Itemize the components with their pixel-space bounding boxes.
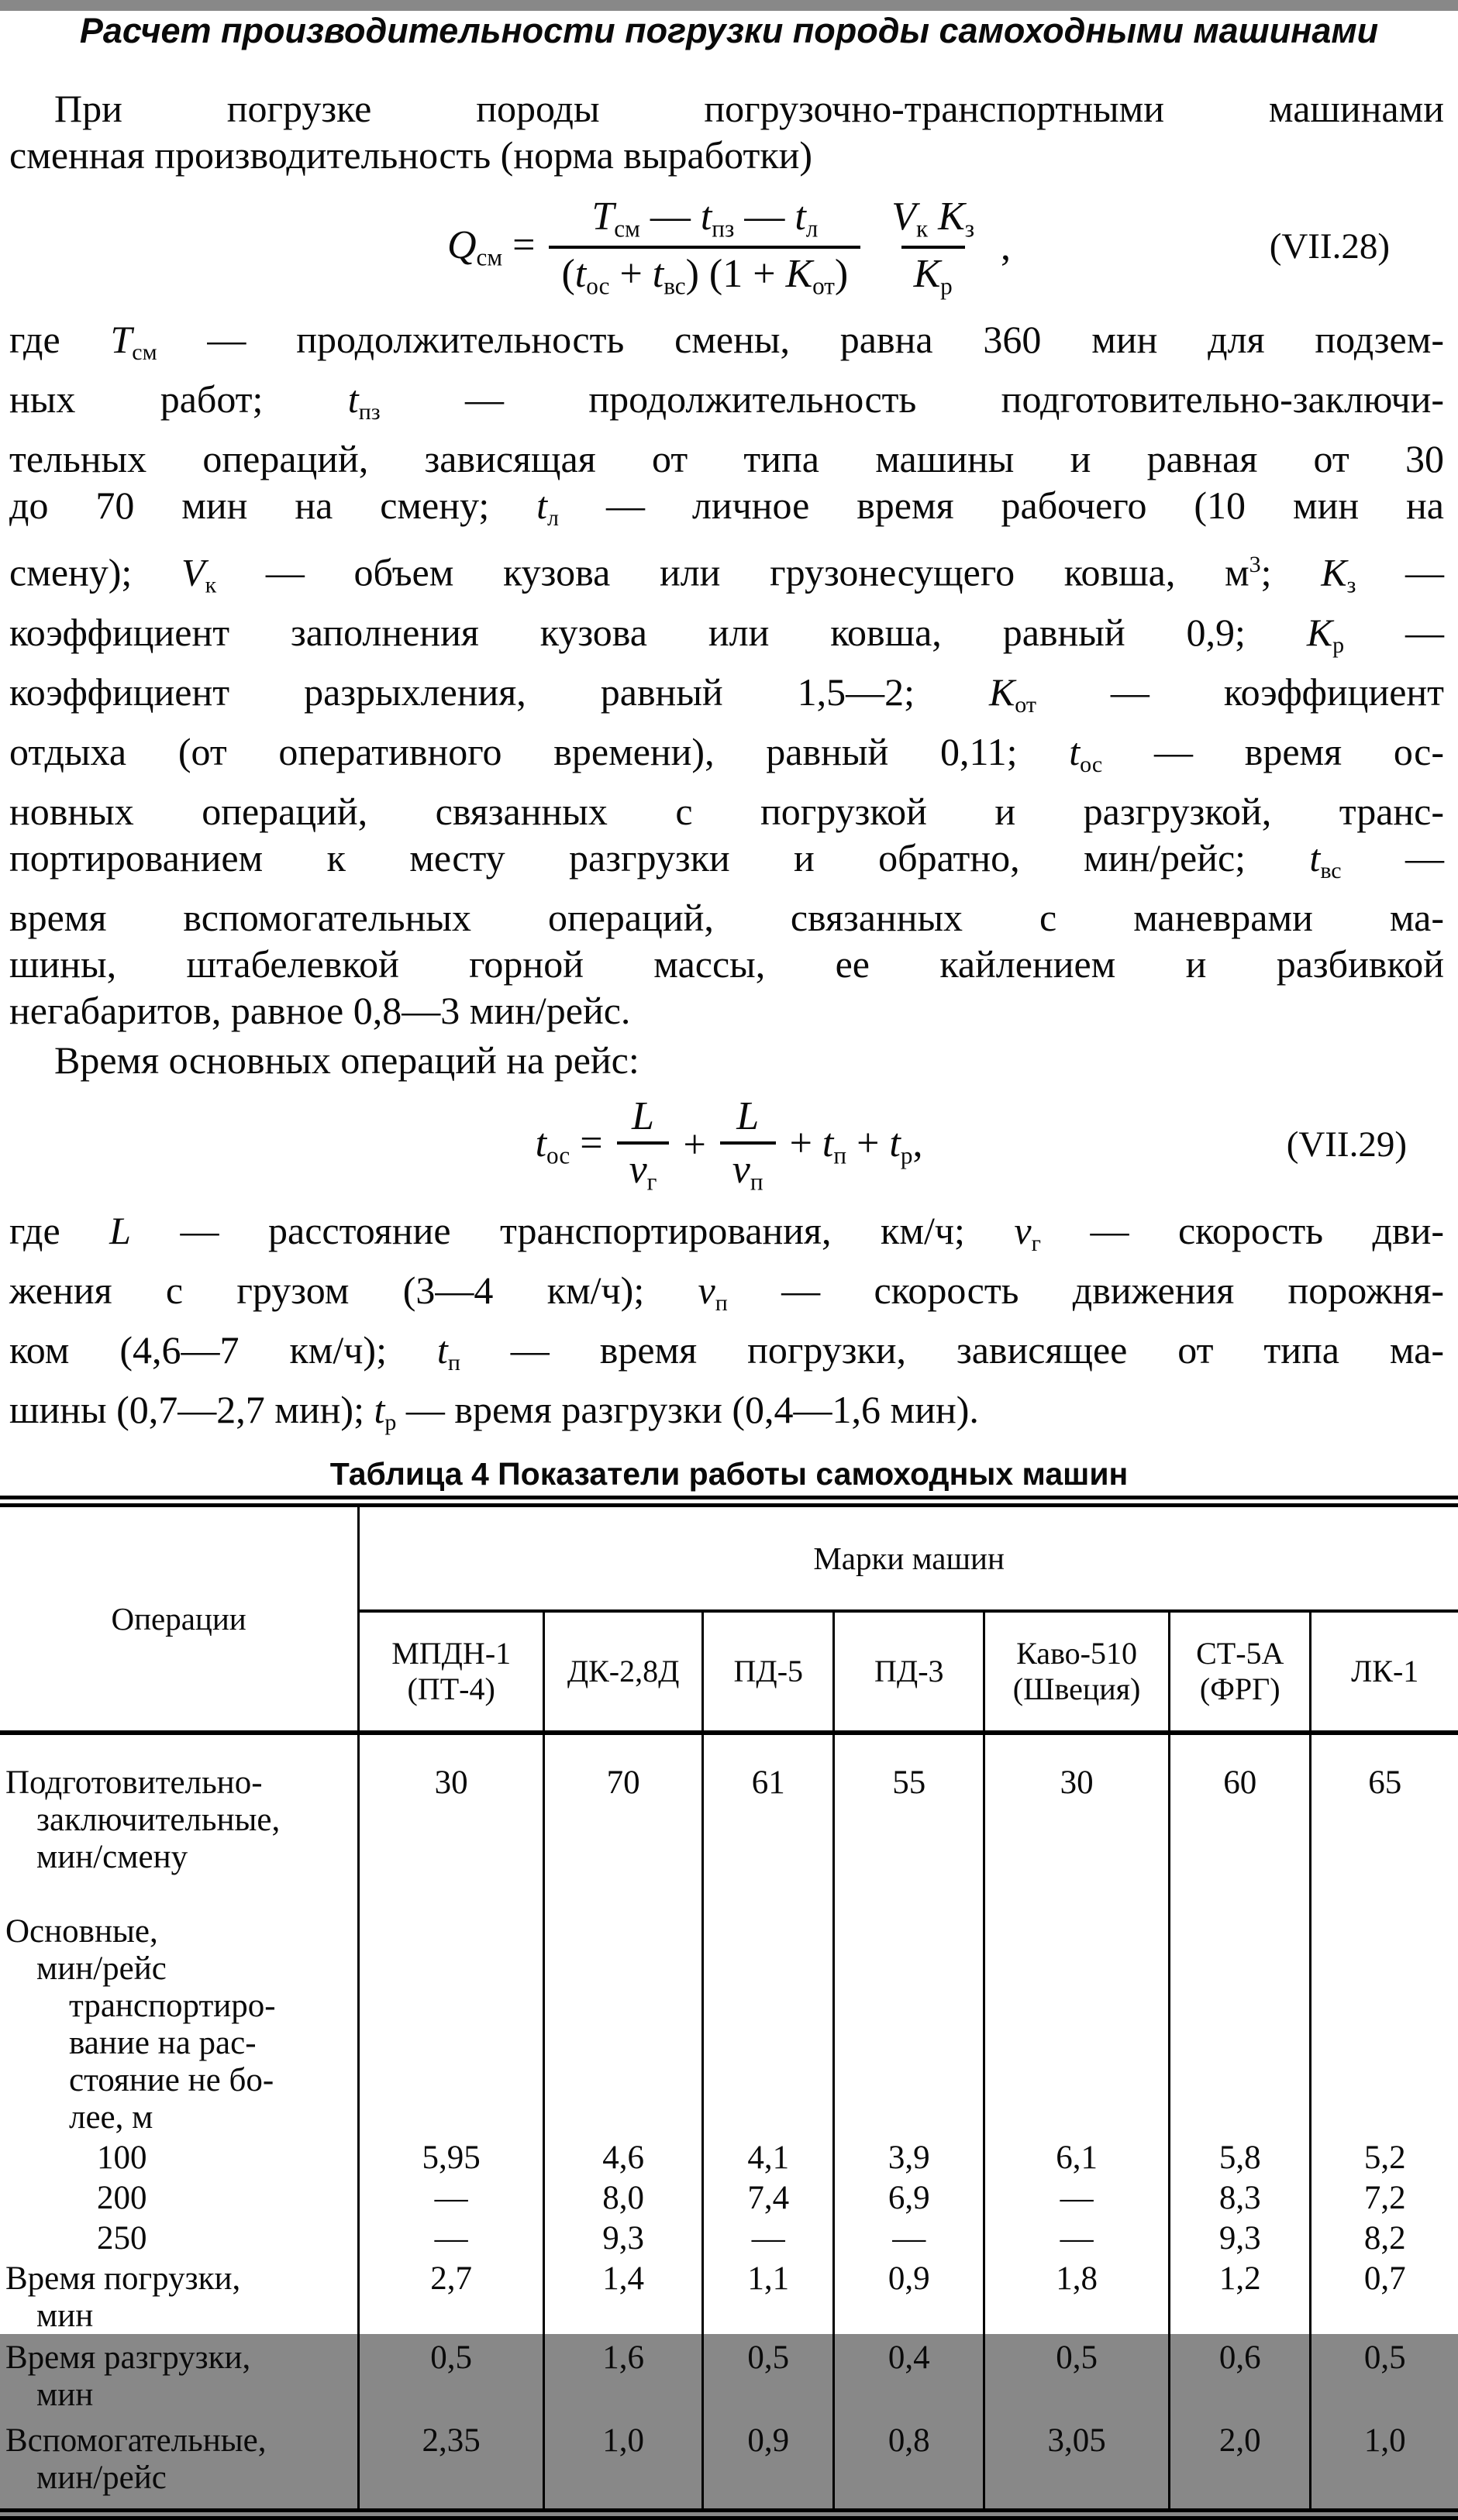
text-line: новных операций, связанных с погрузкой и разгрузкой, транс- bbox=[9, 789, 1444, 833]
value-cell: 55 bbox=[834, 1733, 984, 1912]
table-row bbox=[0, 2260, 1458, 2339]
page-title: Расчет производительности погрузки породы самоходными машинами bbox=[79, 11, 1379, 50]
value-cell: — bbox=[359, 2179, 544, 2219]
value-cell: 4,1 bbox=[703, 2139, 834, 2179]
table-caption: Таблица 4 Показатели работы самоходных машин bbox=[329, 1455, 1129, 1492]
value-cell: 0,9 bbox=[703, 2422, 834, 2515]
row-label bbox=[0, 1912, 359, 2139]
table-row bbox=[0, 2219, 1458, 2260]
value-cell: 6,9 bbox=[834, 2179, 984, 2219]
row-label-line: мин/рейс bbox=[36, 1950, 167, 1987]
row-label-line: Подготовительно- bbox=[5, 1764, 263, 1801]
formula-lhs: $t_{ос}$ = bbox=[535, 1121, 603, 1169]
machine-column-header: ПД-3 bbox=[834, 1611, 984, 1733]
text-line: до 70 мин на смену; $t_л$ — личное время рабочего (10 мин на bbox=[9, 484, 1444, 531]
machine-column-header: Каво-510 (Швеция) bbox=[984, 1611, 1170, 1733]
value-cell: 8,3 bbox=[1170, 2179, 1311, 2219]
table-row bbox=[0, 2339, 1458, 2422]
value-cell: 5,8 bbox=[1170, 2139, 1311, 2179]
machines-indicators-table bbox=[0, 1496, 1458, 2520]
machine-column-header: СТ-5А (ФРГ) bbox=[1170, 1611, 1311, 1733]
row-label-line: лее, м bbox=[69, 2098, 153, 2136]
row-label bbox=[0, 2422, 359, 2515]
value-cell: 2,0 bbox=[1170, 2422, 1311, 2515]
value-cell bbox=[984, 1912, 1170, 2139]
value-cell: 60 bbox=[1170, 1733, 1311, 1912]
row-label-line: мин/смену bbox=[36, 1838, 188, 1875]
value-cell: 9,3 bbox=[1170, 2219, 1311, 2260]
text-line: При погрузке породы погрузочно-транспортными машинами bbox=[54, 87, 1444, 130]
row-label-line: 100 bbox=[97, 2139, 147, 2176]
equation-number: (VII.29) bbox=[1286, 1124, 1407, 1165]
value-cell: 9,3 bbox=[544, 2219, 703, 2260]
fraction-denominator: $v_п$ bbox=[720, 1141, 776, 1199]
value-cell: 1,0 bbox=[1363, 2422, 1406, 2459]
fraction-numerator: L bbox=[632, 1094, 654, 1139]
paragraph-definitions-1 bbox=[0, 316, 1458, 1034]
machine-column-header: МПДН-1 (ПТ-4) bbox=[359, 1611, 544, 1733]
value-cell: 0,5 bbox=[1363, 2339, 1406, 2376]
text-line: шины (0,7—2,7 мин); $t_р$ — время разгрузки (0,4—1,6 мин). bbox=[9, 1387, 979, 1435]
row-label-line: 250 bbox=[97, 2219, 147, 2257]
value-cell bbox=[703, 1912, 834, 2139]
value-cell: 1,6 bbox=[544, 2339, 703, 2422]
text-line: где L — расстояние транспортирования, км/ч; $v_г$ — скорость дви- bbox=[9, 1208, 1444, 1256]
value-cell: 3,05 bbox=[984, 2422, 1170, 2515]
text-line: время вспомогательных операций, связанных с маневрами ма- bbox=[9, 895, 1444, 939]
column-group-header-machine-brands: Марки машин bbox=[359, 1501, 1458, 1611]
row-label bbox=[0, 2260, 359, 2339]
formula-trailing-comma: , bbox=[1001, 225, 1012, 270]
value-cell: 30 bbox=[984, 1733, 1170, 1912]
text-line: шины, штабелевкой горной массы, ее кайлением и разбивкой bbox=[9, 942, 1444, 986]
formula-vii-28 bbox=[0, 189, 1458, 305]
fraction-main bbox=[549, 191, 860, 302]
row-label-line: Вспомогательные, bbox=[5, 2422, 267, 2459]
text-line: коэффициент разрыхления, равный 1,5—2; $К_{от}$ — коэффициент bbox=[9, 670, 1444, 718]
value-cell: 65 bbox=[1368, 1764, 1402, 1801]
value-cell bbox=[544, 1912, 703, 2139]
text-line: где $Т_{см}$ — продолжительность смены, равна 360 мин для подзем- bbox=[9, 318, 1444, 365]
fraction-numerator: L bbox=[736, 1094, 760, 1139]
value-cell: 1,0 bbox=[544, 2422, 703, 2515]
row-label bbox=[0, 2179, 359, 2219]
row-label bbox=[0, 1733, 359, 1912]
value-cell: 2,7 bbox=[359, 2260, 544, 2339]
machine-column-header: ДК-2,8Д bbox=[544, 1611, 703, 1733]
value-cell: 0,7 bbox=[1363, 2260, 1406, 2297]
fraction-numerator: $V_к$ $К_з$ bbox=[891, 195, 975, 243]
value-cell bbox=[359, 1912, 544, 2139]
fraction-numerator: $Т_{см}$ — $t_{пз}$ — $t_л$ bbox=[591, 195, 819, 243]
row-label bbox=[0, 2339, 359, 2422]
fraction-empty-speed bbox=[720, 1091, 776, 1199]
value-cell: 4,6 bbox=[544, 2139, 703, 2179]
value-cell: 5,95 bbox=[359, 2139, 544, 2179]
table-row bbox=[0, 2422, 1458, 2515]
text-line: негабаритов, равное 0,8—3 мин/рейс. bbox=[9, 988, 631, 1032]
row-label-line: мин/рейс bbox=[36, 2459, 167, 2496]
table-header-row-group bbox=[0, 1501, 1458, 1611]
value-cell: 30 bbox=[359, 1733, 544, 1912]
row-label-line: Время разгрузки, bbox=[5, 2339, 251, 2376]
row-label-line: 200 bbox=[97, 2179, 147, 2216]
machine-column-header: ЛК-1 bbox=[1311, 1611, 1458, 1733]
fraction-loaded-speed bbox=[617, 1091, 670, 1199]
value-cell: 1,4 bbox=[544, 2260, 703, 2339]
value-cell bbox=[834, 1912, 984, 2139]
value-cell bbox=[1170, 1912, 1311, 2139]
value-cell: 0,6 bbox=[1170, 2339, 1311, 2422]
machine-column-header: ПД-5 bbox=[703, 1611, 834, 1733]
row-label bbox=[0, 2139, 359, 2179]
text-line: тельных операций, зависящая от типа машины и равная от 30 bbox=[9, 437, 1444, 480]
paragraph-intro bbox=[0, 85, 1458, 178]
table-row bbox=[0, 2179, 1458, 2219]
table-row bbox=[0, 1912, 1458, 2139]
fraction-denominator: $v_г$ bbox=[617, 1141, 670, 1199]
text-line: смену); $V_к$ — объем кузова или грузонесущего ковша, $м^3$; $К_з$ — bbox=[9, 550, 1444, 598]
value-cell: 0,5 bbox=[703, 2339, 834, 2422]
formula-lhs: $Q_{см}$ = bbox=[446, 223, 536, 271]
formula-vii-29 bbox=[0, 1091, 1458, 1200]
text-line: портированием к месту разгрузки и обратно, мин/рейс; $t_{вс}$ — bbox=[9, 835, 1444, 883]
value-cell: 0,5 bbox=[984, 2339, 1170, 2422]
value-cell: — bbox=[984, 2219, 1170, 2260]
value-cell: 0,8 bbox=[834, 2422, 984, 2515]
value-cell: 7,4 bbox=[703, 2179, 834, 2219]
value-cell bbox=[1311, 1912, 1458, 2139]
table-row bbox=[0, 2139, 1458, 2179]
paragraph-lead-formula-29 bbox=[0, 1037, 1458, 1083]
row-label-line: стояние не бо- bbox=[69, 2061, 274, 2098]
value-cell: 8,0 bbox=[544, 2179, 703, 2219]
text-line: ком (4,6—7 км/ч); $t_п$ — время погрузки, зависящее от типа ма- bbox=[9, 1327, 1445, 1375]
row-label-line: Время погрузки, bbox=[5, 2260, 241, 2297]
value-cell: — bbox=[834, 2219, 984, 2260]
fraction-denominator: $К_р$ bbox=[901, 246, 965, 303]
value-cell: 2,35 bbox=[359, 2422, 544, 2515]
value-cell: 0,9 bbox=[834, 2260, 984, 2339]
plus-operator: + bbox=[683, 1123, 706, 1168]
value-cell: — bbox=[984, 2179, 1170, 2219]
text-line: сменная производительность (норма выработки) bbox=[9, 133, 813, 177]
value-cell: 70 bbox=[544, 1733, 703, 1912]
value-cell: 61 bbox=[703, 1733, 834, 1912]
fraction-volume bbox=[879, 191, 987, 302]
text-line: ных работ; $t_{пз}$ — продолжительность подготовительно-заключи- bbox=[9, 377, 1444, 425]
text-line: отдыха (от оперативного времени), равный 0,11; $t_{ос}$ — время ос- bbox=[9, 729, 1445, 777]
row-label-line: вание на рас- bbox=[69, 2024, 257, 2061]
row-label-line: транспортиро- bbox=[69, 1987, 276, 2024]
formula-tail: + $t_п + t_р$, bbox=[789, 1121, 923, 1169]
equation-number: (VII.28) bbox=[1269, 226, 1390, 267]
value-cell: — bbox=[359, 2219, 544, 2260]
text-line: жения с грузом (3—4 км/ч); $v_п$ — скорость движения порожня- bbox=[9, 1268, 1444, 1316]
row-label-line: Основные, bbox=[5, 1912, 158, 1950]
value-cell: 7,2 bbox=[1363, 2179, 1406, 2216]
value-cell: — bbox=[703, 2219, 834, 2260]
fraction-denominator: $(t_{ос} + t_{вс}) (1 + К_{от})$ bbox=[549, 246, 860, 303]
value-cell: 0,5 bbox=[359, 2339, 544, 2422]
value-cell: 6,1 bbox=[984, 2139, 1170, 2179]
row-label-line: мин bbox=[36, 2297, 94, 2334]
row-label bbox=[0, 2219, 359, 2260]
value-cell: 3,9 bbox=[834, 2139, 984, 2179]
text-line: Время основных операций на рейс: bbox=[54, 1038, 639, 1082]
table-row bbox=[0, 1733, 1458, 1912]
value-cell: 0,4 bbox=[834, 2339, 984, 2422]
scanned-document-page bbox=[0, 11, 1458, 2496]
row-label-line: мин bbox=[36, 2376, 94, 2413]
row-label-line: заключительные, bbox=[36, 1801, 281, 1838]
value-cell: 1,2 bbox=[1170, 2260, 1311, 2339]
value-cell: 5,2 bbox=[1363, 2139, 1406, 2176]
paragraph-definitions-2 bbox=[0, 1207, 1458, 1446]
value-cell: 1,8 bbox=[984, 2260, 1170, 2339]
value-cell: 8,2 bbox=[1363, 2219, 1406, 2257]
column-header-operations: Операции bbox=[0, 1501, 359, 1733]
text-line: коэффициент заполнения кузова или ковша, равный 0,9; $К_р$ — bbox=[9, 610, 1444, 658]
value-cell: 1,1 bbox=[703, 2260, 834, 2339]
